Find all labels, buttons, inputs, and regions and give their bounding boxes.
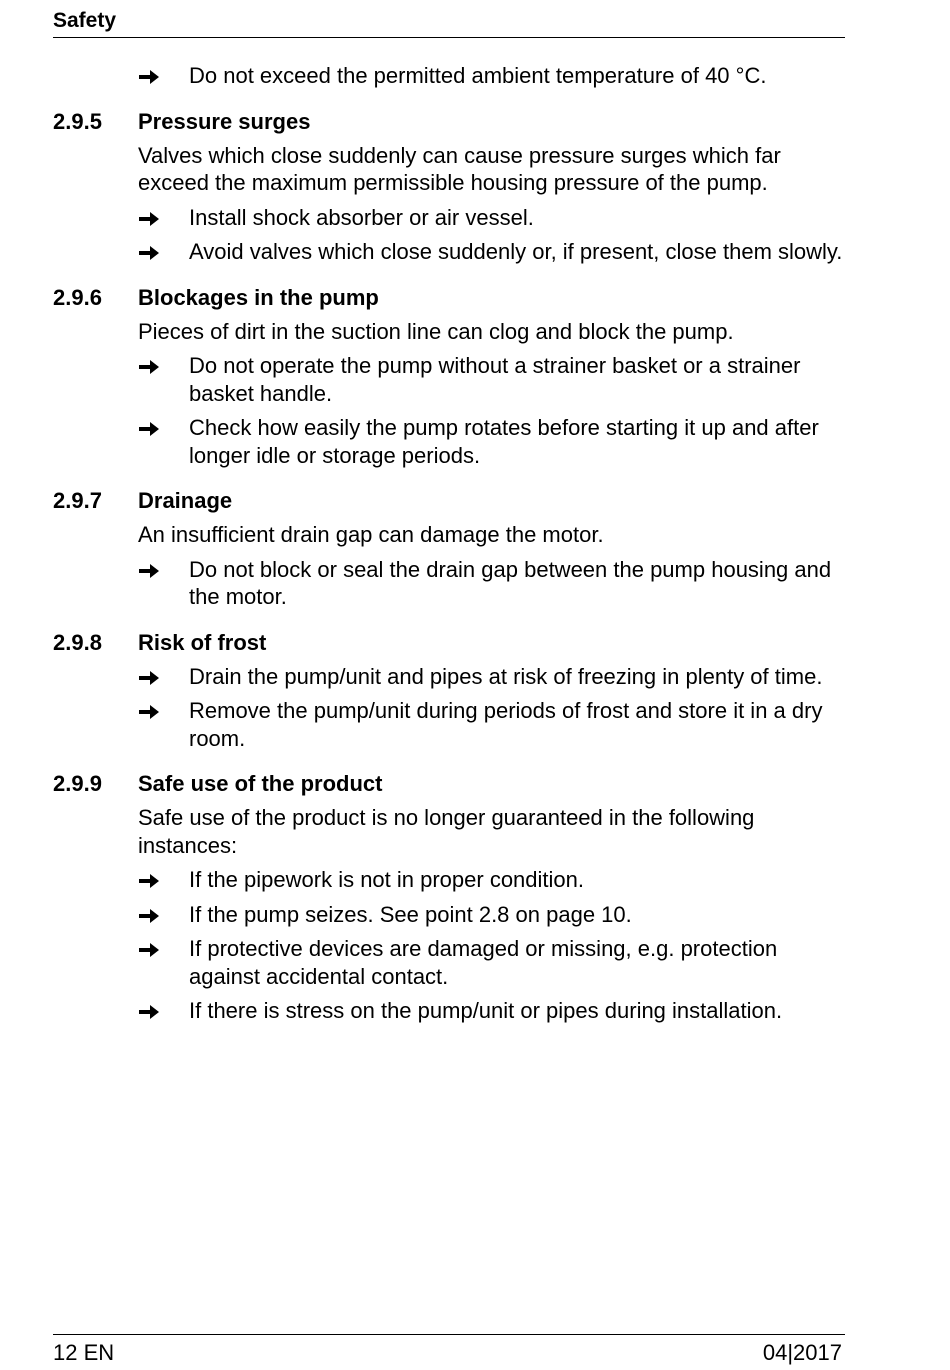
section-title: Safe use of the product <box>138 771 383 796</box>
section-heading <box>53 284 845 312</box>
arrow-right-icon <box>138 866 189 893</box>
arrow-right-icon <box>138 238 189 265</box>
section-paragraph: Safe use of the product is no longer guaranteed in the following instances: <box>138 805 755 858</box>
bullet-item <box>138 997 845 1025</box>
page-footer <box>53 1334 845 1365</box>
arrow-right-icon <box>138 62 189 89</box>
bullet-item <box>138 556 845 611</box>
bullet-text: If the pipework is not in proper condition. <box>189 867 585 892</box>
bullet-item <box>138 414 845 469</box>
page-number: 12 EN <box>53 1340 115 1365</box>
section-number: 2.9.9 <box>53 771 102 796</box>
page-title: Safety <box>53 9 117 32</box>
section-title: Drainage <box>138 488 233 513</box>
arrow-right-icon <box>138 556 189 583</box>
bullet-item <box>138 697 845 752</box>
arrow-right-icon <box>138 352 189 379</box>
revision-date: 04|2017 <box>762 1340 842 1365</box>
arrow-right-icon <box>138 697 189 724</box>
arrow-right-icon <box>138 935 189 962</box>
sections <box>53 108 845 1025</box>
bullet-item <box>138 352 845 407</box>
bullet-text: Remove the pump/unit during periods of frost and store it in a dry room. <box>189 698 823 751</box>
arrow-right-icon <box>138 663 189 690</box>
section-2-9-8 <box>53 629 845 753</box>
section-heading <box>53 108 845 136</box>
section-heading <box>53 629 845 657</box>
bullet-text: Do not exceed the permitted ambient temperature of 40 °C. <box>189 63 767 88</box>
bullet-text: Do not block or seal the drain gap between the pump housing and the motor. <box>189 556 832 609</box>
bullet-item <box>138 663 845 691</box>
bullet-item <box>138 62 845 90</box>
bullet-item <box>138 238 845 266</box>
arrow-right-icon <box>138 901 189 928</box>
bullet-text: If the pump seizes. See point 2.8 on page 10. <box>189 901 632 927</box>
section-number: 2.9.8 <box>53 629 102 655</box>
section-2-9-5 <box>53 108 845 266</box>
page-header <box>53 6 845 38</box>
bullet-item <box>138 866 845 894</box>
bullet-text: If protective devices are damaged or missing, e.g. protection against accidental contact. <box>189 936 778 989</box>
section-title: Risk of frost <box>138 629 267 655</box>
section-heading <box>53 487 845 515</box>
arrow-right-icon <box>138 204 189 231</box>
section-2-9-9 <box>53 770 845 1025</box>
arrow-right-icon <box>138 997 189 1024</box>
section-2-9-6 <box>53 284 845 470</box>
bullet-text: If there is stress on the pump/unit or pipes during installation. <box>189 998 783 1023</box>
document-body <box>53 58 845 1025</box>
section-heading <box>53 770 845 798</box>
bullet-text: Install shock absorber or air vessel. <box>189 204 534 230</box>
section-paragraph: An insufficient drain gap can damage the motor. <box>138 522 604 547</box>
section-2-9-7 <box>53 487 845 611</box>
bullet-item <box>138 935 845 990</box>
bullet-text: Do not operate the pump without a strainer basket or a strainer basket handle. <box>189 353 801 406</box>
section-number: 2.9.7 <box>53 488 102 513</box>
bullet-text: Avoid valves which close suddenly or, if present, close them slowly. <box>189 239 843 264</box>
section-paragraph: Valves which close suddenly can cause pressure surges which far exceed the maximum permissible housing pressure of the pump. <box>138 142 781 195</box>
bullet-item <box>138 901 845 929</box>
bullet-text: Drain the pump/unit and pipes at risk of freezing in plenty of time. <box>189 663 823 689</box>
section-paragraph: Pieces of dirt in the suction line can clog and block the pump. <box>138 318 734 344</box>
section-number: 2.9.5 <box>53 108 102 134</box>
intro-bullets <box>53 62 845 90</box>
section-title: Pressure surges <box>138 108 311 134</box>
bullet-item <box>138 204 845 232</box>
arrow-right-icon <box>138 414 189 441</box>
section-number: 2.9.6 <box>53 284 102 310</box>
section-title: Blockages in the pump <box>138 284 379 310</box>
bullet-text: Check how easily the pump rotates before starting it up and after longer idle or storage periods. <box>189 415 819 468</box>
